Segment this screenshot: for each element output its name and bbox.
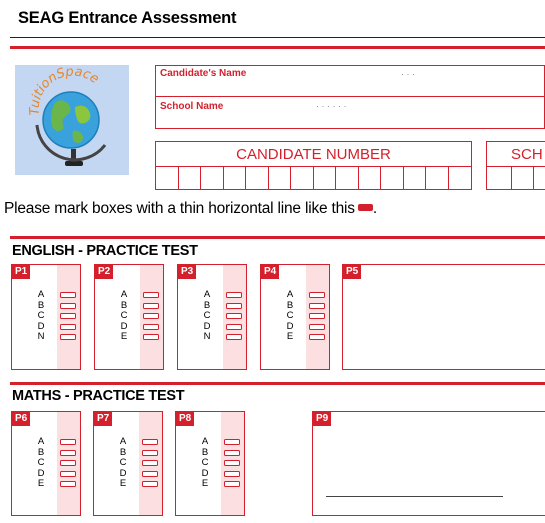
candidate-number-cell[interactable] bbox=[156, 167, 179, 189]
candidate-number-cell[interactable] bbox=[179, 167, 202, 189]
option-letter: B bbox=[119, 446, 127, 458]
option-letter: E bbox=[120, 331, 128, 342]
answer-mark-box[interactable] bbox=[142, 471, 158, 477]
option-letter: E bbox=[37, 478, 45, 489]
school-code-label: SCH bbox=[511, 146, 543, 163]
option-letter: C bbox=[286, 310, 294, 321]
answer-mark-box[interactable] bbox=[143, 334, 159, 340]
answer-mark-box[interactable] bbox=[309, 313, 325, 319]
option-row[interactable] bbox=[178, 290, 248, 300]
option-row[interactable] bbox=[94, 437, 164, 447]
option-letter: D bbox=[201, 467, 209, 479]
answer-mark-box[interactable] bbox=[60, 481, 76, 487]
option-row[interactable] bbox=[176, 469, 246, 479]
option-letter: N bbox=[203, 331, 211, 342]
option-letter: C bbox=[201, 457, 209, 468]
answer-mark-box[interactable] bbox=[60, 471, 76, 477]
option-letter: C bbox=[120, 310, 128, 321]
answer-panel-p5[interactable] bbox=[342, 264, 545, 370]
option-letter: A bbox=[203, 289, 211, 300]
option-row[interactable] bbox=[12, 458, 82, 468]
option-letter: D bbox=[203, 320, 211, 332]
option-letter: C bbox=[203, 310, 211, 321]
option-row[interactable] bbox=[12, 322, 82, 332]
panel-tag: P1 bbox=[12, 265, 30, 279]
option-row[interactable] bbox=[261, 332, 331, 342]
answer-mark-box[interactable] bbox=[309, 334, 325, 340]
school-code-grid bbox=[486, 141, 545, 190]
option-row[interactable] bbox=[94, 469, 164, 479]
option-row[interactable] bbox=[95, 311, 165, 321]
answer-mark-box[interactable] bbox=[60, 460, 76, 466]
english-red-rule bbox=[10, 236, 545, 239]
school-name-value: · · · · · · bbox=[316, 101, 347, 111]
page-title: SEAG Entrance Assessment bbox=[18, 9, 237, 27]
option-letter: C bbox=[37, 310, 45, 321]
answer-mark-box[interactable] bbox=[60, 439, 76, 445]
option-letter: A bbox=[286, 289, 294, 300]
answer-mark-box[interactable] bbox=[224, 471, 240, 477]
option-letter: N bbox=[37, 331, 45, 342]
option-row[interactable] bbox=[95, 332, 165, 342]
option-row[interactable] bbox=[178, 332, 248, 342]
answer-mark-box[interactable] bbox=[60, 313, 76, 319]
option-letter: D bbox=[120, 320, 128, 332]
logo-wordmark: TuitionSpace bbox=[27, 65, 102, 116]
option-letter: B bbox=[286, 299, 294, 311]
option-row[interactable] bbox=[12, 469, 82, 479]
option-row[interactable] bbox=[94, 458, 164, 468]
answer-line[interactable] bbox=[326, 496, 503, 497]
option-row[interactable] bbox=[261, 322, 331, 332]
option-row[interactable] bbox=[94, 479, 164, 489]
answer-mark-box[interactable] bbox=[143, 313, 159, 319]
option-row[interactable] bbox=[12, 332, 82, 342]
answer-mark-box[interactable] bbox=[60, 334, 76, 340]
option-letter: A bbox=[201, 436, 209, 447]
option-letter: E bbox=[286, 331, 294, 342]
option-row[interactable] bbox=[178, 311, 248, 321]
candidate-number-cell[interactable] bbox=[314, 167, 337, 189]
answer-panel-p1 bbox=[11, 264, 81, 370]
tuitionspace-logo bbox=[15, 65, 129, 175]
option-row[interactable] bbox=[261, 311, 331, 321]
answer-mark-box[interactable] bbox=[224, 460, 240, 466]
option-row[interactable] bbox=[12, 301, 82, 311]
answer-panel-p7 bbox=[93, 411, 163, 516]
school-code-cells[interactable] bbox=[487, 167, 545, 189]
candidate-number-cell[interactable] bbox=[359, 167, 382, 189]
candidate-number-cell[interactable] bbox=[269, 167, 292, 189]
candidate-number-cell[interactable] bbox=[449, 167, 472, 189]
option-row[interactable] bbox=[12, 290, 82, 300]
option-row[interactable] bbox=[95, 322, 165, 332]
option-letter: D bbox=[37, 320, 45, 332]
option-row[interactable] bbox=[12, 437, 82, 447]
candidate-number-cell[interactable] bbox=[404, 167, 427, 189]
answer-mark-box[interactable] bbox=[224, 481, 240, 487]
maths-red-rule bbox=[10, 382, 545, 385]
option-row[interactable] bbox=[94, 448, 164, 458]
answer-mark-box[interactable] bbox=[226, 324, 242, 330]
option-row[interactable] bbox=[176, 479, 246, 489]
info-box-divider bbox=[156, 96, 545, 97]
candidate-number-cell[interactable] bbox=[336, 167, 359, 189]
answer-panel-p8 bbox=[175, 411, 245, 516]
answer-mark-box[interactable] bbox=[142, 439, 158, 445]
panel-tag: P4 bbox=[261, 265, 279, 279]
option-letter: B bbox=[37, 446, 45, 458]
marking-instruction: Please mark boxes with a thin horizontal line like this . bbox=[4, 200, 377, 217]
answer-mark-box[interactable] bbox=[309, 292, 325, 298]
school-code-cell[interactable] bbox=[487, 167, 512, 189]
option-row[interactable] bbox=[176, 437, 246, 447]
candidate-number-cell[interactable] bbox=[291, 167, 314, 189]
answer-mark-box[interactable] bbox=[60, 324, 76, 330]
answer-mark-box[interactable] bbox=[143, 324, 159, 330]
answer-mark-box[interactable] bbox=[60, 292, 76, 298]
option-letter: A bbox=[37, 289, 45, 300]
answer-panel-p2 bbox=[94, 264, 164, 370]
answer-mark-box[interactable] bbox=[226, 303, 242, 309]
candidate-number-cell[interactable] bbox=[224, 167, 247, 189]
answer-panel-p6 bbox=[11, 411, 81, 516]
candidate-info-box bbox=[155, 65, 545, 129]
candidate-number-cell[interactable] bbox=[246, 167, 269, 189]
option-row[interactable] bbox=[95, 301, 165, 311]
option-row[interactable] bbox=[12, 448, 82, 458]
panel-tag: P2 bbox=[95, 265, 113, 279]
answer-mark-box[interactable] bbox=[142, 460, 158, 466]
answer-panel-p9[interactable] bbox=[312, 411, 545, 516]
answer-mark-box[interactable] bbox=[143, 292, 159, 298]
instruction-text: Please mark boxes with a thin horizontal line like this bbox=[4, 200, 355, 217]
option-row[interactable] bbox=[95, 290, 165, 300]
panel-tag: P9 bbox=[313, 412, 331, 426]
panel-tag: P5 bbox=[343, 265, 361, 279]
panel-tag: P7 bbox=[94, 412, 112, 426]
answer-mark-box[interactable] bbox=[226, 292, 242, 298]
panel-tag: P8 bbox=[176, 412, 194, 426]
option-row[interactable] bbox=[176, 448, 246, 458]
option-letter: C bbox=[37, 457, 45, 468]
panel-tag: P3 bbox=[178, 265, 196, 279]
option-letter: D bbox=[286, 320, 294, 332]
answer-mark-box[interactable] bbox=[142, 450, 158, 456]
answer-mark-box[interactable] bbox=[224, 439, 240, 445]
answer-mark-box[interactable] bbox=[309, 324, 325, 330]
option-row[interactable] bbox=[12, 479, 82, 489]
header-red-rule bbox=[10, 46, 545, 49]
option-letter: E bbox=[201, 478, 209, 489]
candidate-number-cell[interactable] bbox=[426, 167, 449, 189]
english-section-title: ENGLISH - PRACTICE TEST bbox=[12, 243, 198, 259]
header-divider bbox=[10, 37, 545, 38]
option-letter: A bbox=[119, 436, 127, 447]
candidate-number-grid bbox=[155, 141, 472, 190]
candidate-name-value: · · · bbox=[401, 69, 415, 79]
answer-mark-box[interactable] bbox=[226, 313, 242, 319]
answer-panel-p4 bbox=[260, 264, 330, 370]
option-letter: B bbox=[203, 299, 211, 311]
answer-mark-box[interactable] bbox=[226, 334, 242, 340]
option-row[interactable] bbox=[178, 322, 248, 332]
option-letter: C bbox=[119, 457, 127, 468]
maths-section-title: MATHS - PRACTICE TEST bbox=[12, 388, 185, 404]
candidate-number-cell[interactable] bbox=[201, 167, 224, 189]
candidate-number-cells[interactable] bbox=[156, 167, 471, 189]
option-row[interactable] bbox=[176, 458, 246, 468]
option-row[interactable] bbox=[178, 301, 248, 311]
candidate-name-label: Candidate's Name bbox=[160, 68, 247, 79]
panel-tag: P6 bbox=[12, 412, 30, 426]
option-letter: A bbox=[37, 436, 45, 447]
answer-mark-box[interactable] bbox=[224, 450, 240, 456]
candidate-number-cell[interactable] bbox=[381, 167, 404, 189]
option-row[interactable] bbox=[261, 301, 331, 311]
school-code-cell[interactable] bbox=[512, 167, 534, 189]
option-letter: D bbox=[119, 467, 127, 479]
option-letter: B bbox=[120, 299, 128, 311]
answer-mark-box[interactable] bbox=[309, 303, 325, 309]
option-letter: D bbox=[37, 467, 45, 479]
school-name-label: School Name bbox=[160, 101, 224, 112]
option-letter: B bbox=[37, 299, 45, 311]
option-row[interactable] bbox=[261, 290, 331, 300]
answer-panel-p3 bbox=[177, 264, 247, 370]
option-letter: E bbox=[119, 478, 127, 489]
answer-mark-box[interactable] bbox=[143, 303, 159, 309]
answer-mark-box[interactable] bbox=[142, 481, 158, 487]
answer-mark-box[interactable] bbox=[60, 450, 76, 456]
school-code-cell[interactable] bbox=[534, 167, 545, 189]
globe-icon bbox=[15, 65, 129, 175]
answer-mark-box[interactable] bbox=[60, 303, 76, 309]
example-mark-icon bbox=[358, 204, 373, 211]
option-letter: B bbox=[201, 446, 209, 458]
option-row[interactable] bbox=[12, 311, 82, 321]
option-letter: A bbox=[120, 289, 128, 300]
candidate-number-label: CANDIDATE NUMBER bbox=[236, 146, 391, 163]
